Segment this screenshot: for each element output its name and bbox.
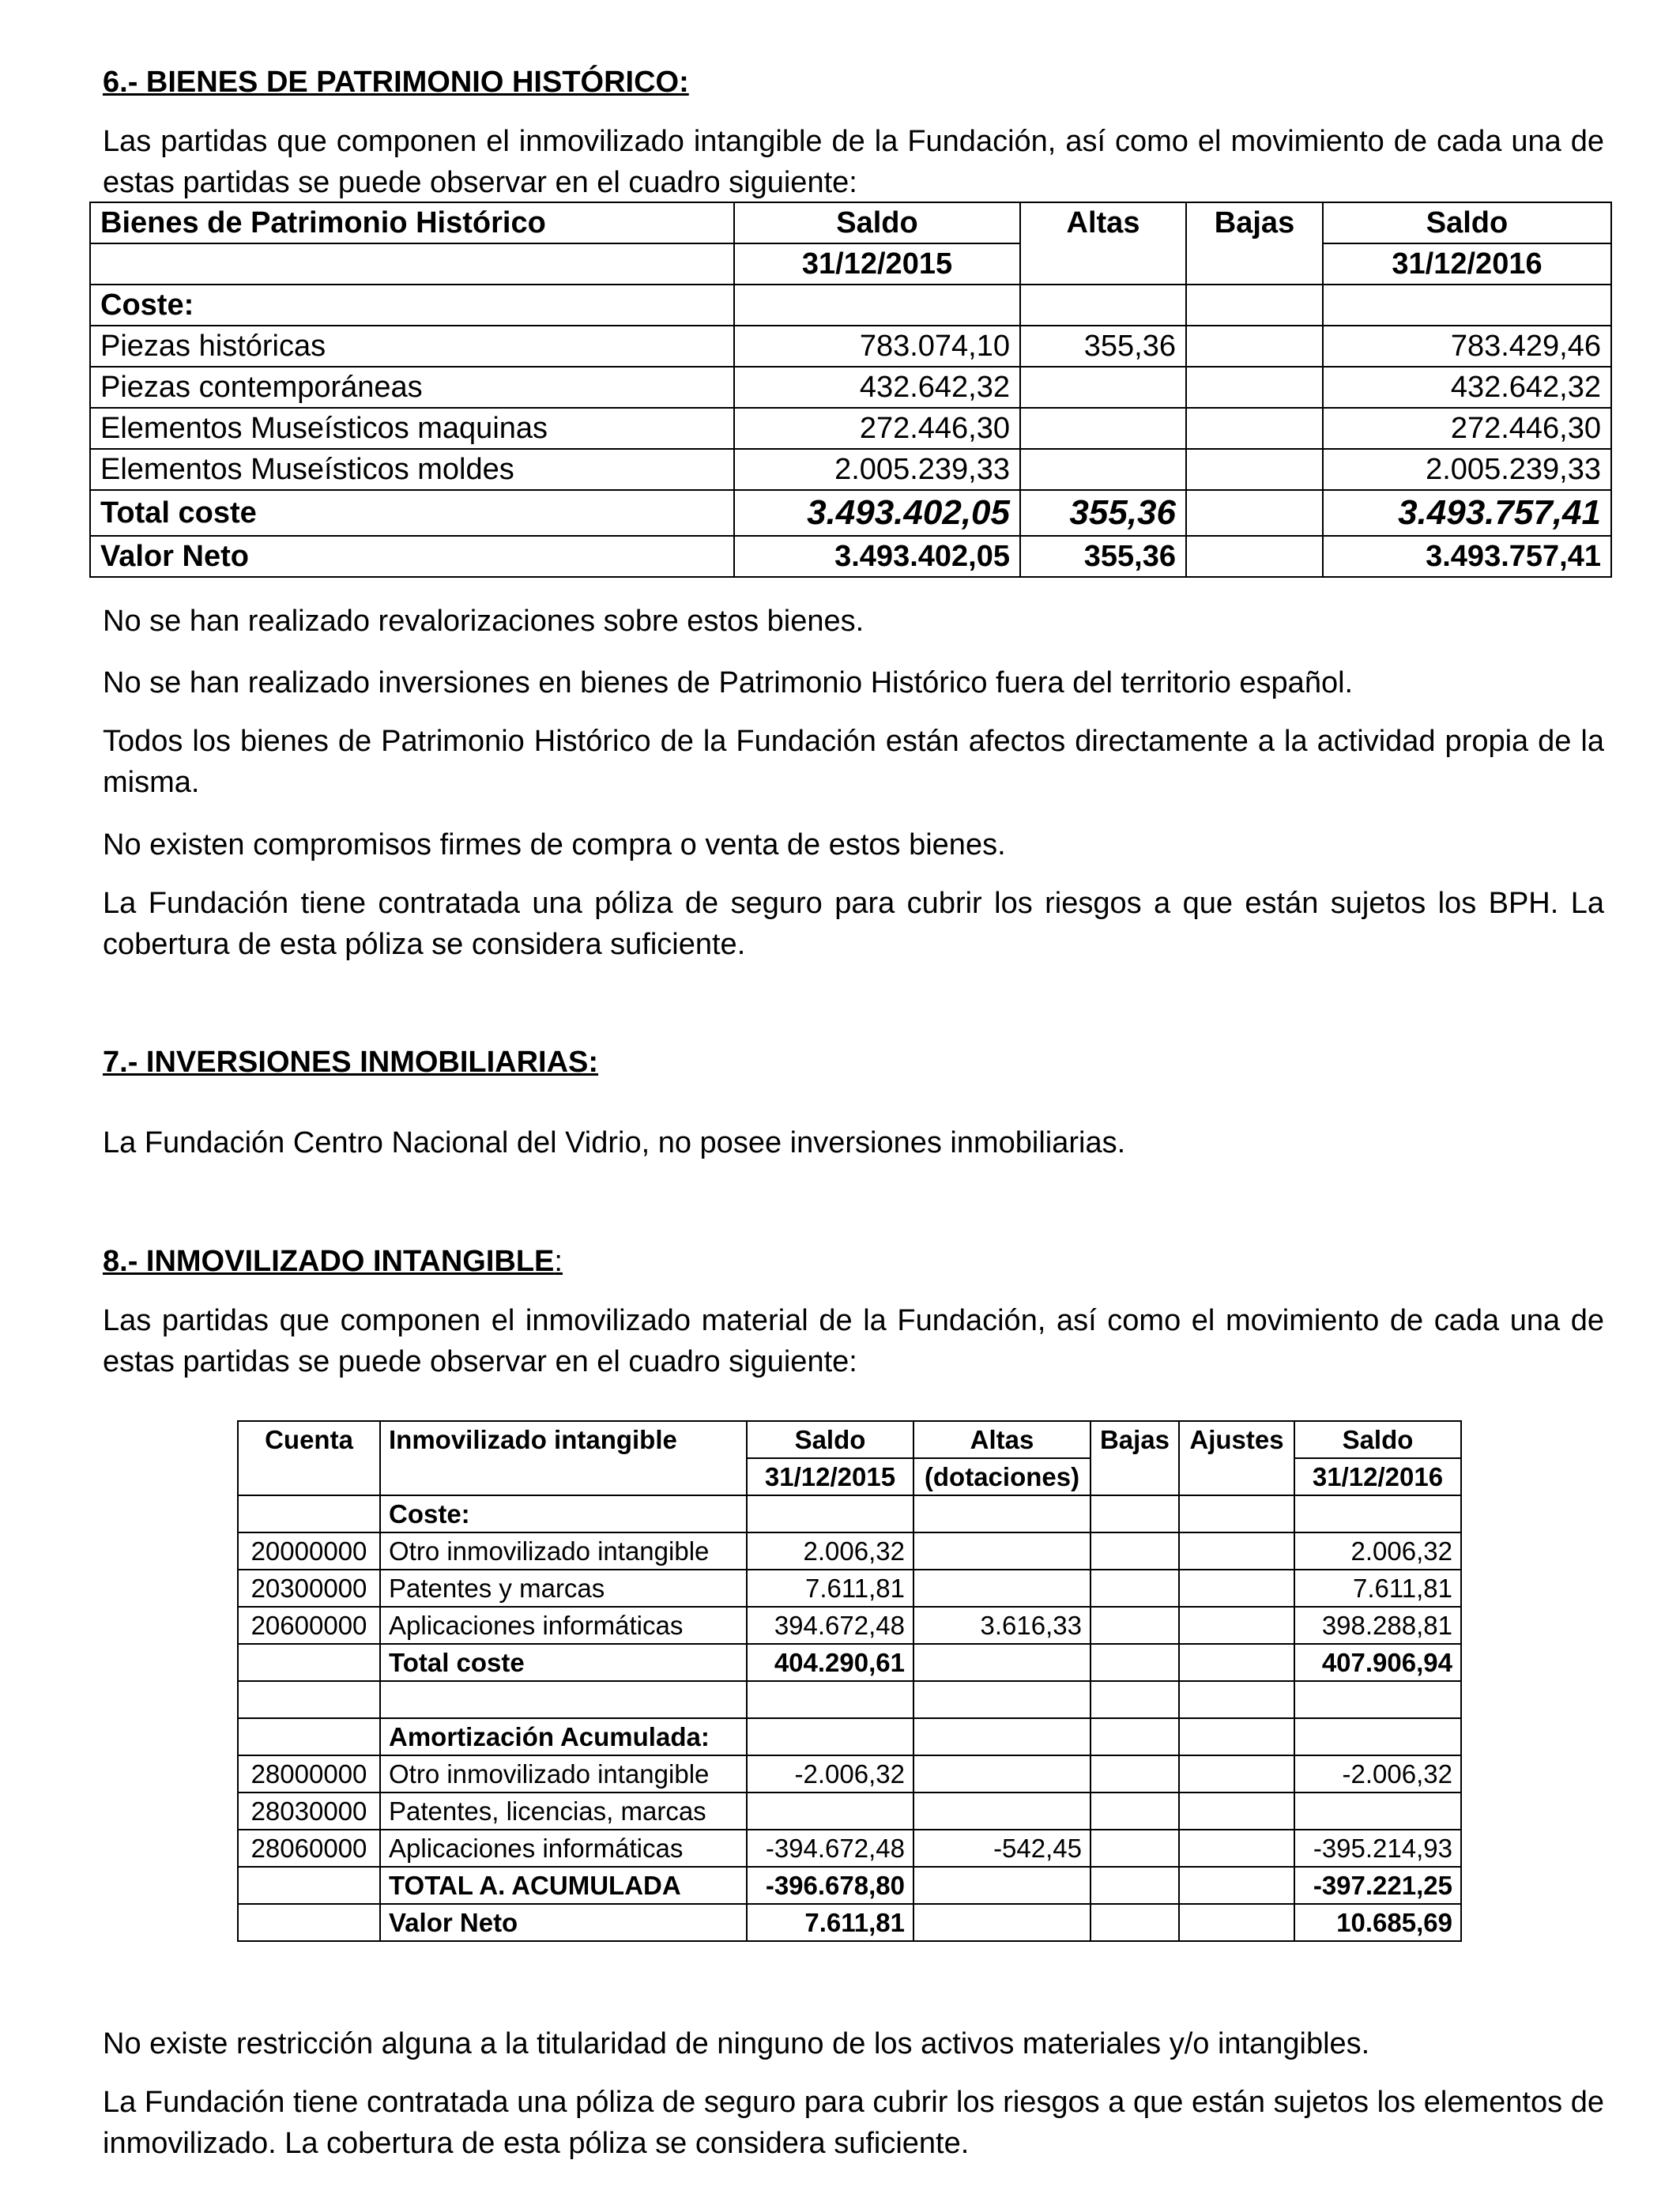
coste-label: Coste: <box>90 285 734 326</box>
header-date-2015: 31/12/2015 <box>747 1458 913 1495</box>
header-altas: Altas <box>1020 202 1186 243</box>
section-6-p5: La Fundación tiene contratada una póliza de seguro para cubrir los riesgos a que están sujetos los BPH. La cobertura de esta póliza se considera suficiente. <box>103 887 1604 961</box>
header-label: Bienes de Patrimonio Histórico <box>90 202 734 243</box>
row-saldo-2016: 7.611,81 <box>1294 1570 1461 1607</box>
table-row <box>238 1830 1461 1867</box>
table-row <box>90 285 1611 326</box>
row-cuenta: 20000000 <box>238 1532 380 1570</box>
section-8 <box>103 1241 1604 1282</box>
row-cuenta: 20300000 <box>238 1570 380 1607</box>
total-saldo-2016: 3.493.757,41 <box>1323 490 1611 536</box>
row-saldo-2016: 783.429,46 <box>1323 326 1611 367</box>
header-bajas: Bajas <box>1090 1421 1179 1458</box>
header-label: Inmovilizado intangible <box>380 1421 747 1458</box>
neto-saldo-2016: 3.493.757,41 <box>1323 536 1611 577</box>
row-cuenta: 28030000 <box>238 1793 380 1830</box>
header-date-2016: 31/12/2016 <box>1323 243 1611 285</box>
row-label: Patentes y marcas <box>380 1570 747 1607</box>
row-saldo-2016: -395.214,93 <box>1294 1830 1461 1867</box>
total-coste-saldo-2015: 404.290,61 <box>747 1644 913 1681</box>
section-6-p3: Todos los bienes de Patrimonio Histórico de la Fundación están afectos directamente a la actividad propia de la misma. <box>103 725 1604 799</box>
neto-row <box>238 1904 1461 1941</box>
row-cuenta: 28060000 <box>238 1830 380 1867</box>
total-amort-label: TOTAL A. ACUMULADA <box>380 1867 747 1904</box>
header-date-2016: 31/12/2016 <box>1294 1458 1461 1495</box>
row-saldo-2016: 2.005.239,33 <box>1323 449 1611 490</box>
section-8-p2: La Fundación tiene contratada una póliza de seguro para cubrir los riesgos a que están sujetos los elementos de inmovilizado. La cobertura de esta póliza se considera suficiente. <box>103 2086 1604 2160</box>
row-saldo-2015: -394.672,48 <box>747 1830 913 1867</box>
row-altas: 355,36 <box>1020 326 1186 367</box>
header-saldo-2016: Saldo <box>1323 202 1611 243</box>
row-altas: 3.616,33 <box>913 1607 1090 1644</box>
header-bajas: Bajas <box>1186 202 1323 243</box>
row-bajas <box>1186 326 1323 367</box>
row-altas <box>1020 367 1186 408</box>
row-bajas <box>1186 408 1323 449</box>
section-6-intro: Las partidas que componen el inmovilizado intangible de la Fundación, así como el movimiento de cada una de estas partidas se puede observar en el cuadro siguiente: <box>103 125 1604 199</box>
table-row <box>238 1607 1461 1644</box>
row-saldo-2015 <box>747 1793 913 1830</box>
total-amort-saldo-2016: -397.221,25 <box>1294 1867 1461 1904</box>
row-label: Otro inmovilizado intangible <box>380 1755 747 1793</box>
row-saldo-2015: 394.672,48 <box>747 1607 913 1644</box>
total-row <box>90 490 1611 536</box>
row-saldo-2015: 783.074,10 <box>734 326 1020 367</box>
table-row <box>238 1532 1461 1570</box>
row-saldo-2015: 2.005.239,33 <box>734 449 1020 490</box>
total-coste-saldo-2016: 407.906,94 <box>1294 1644 1461 1681</box>
row-label: Aplicaciones informáticas <box>380 1607 747 1644</box>
table-row <box>90 326 1611 367</box>
neto-altas: 355,36 <box>1020 536 1186 577</box>
table-row <box>238 1495 1461 1532</box>
row-altas <box>913 1570 1090 1607</box>
table-row <box>90 408 1611 449</box>
header-altas: Altas <box>913 1421 1090 1458</box>
section-6-p2: No se han realizado inversiones en bienes de Patrimonio Histórico fuera del territorio español. <box>103 666 1354 699</box>
total-amort-saldo-2015: -396.678,80 <box>747 1867 913 1904</box>
neto-bajas <box>1186 536 1323 577</box>
row-saldo-2015: 432.642,32 <box>734 367 1020 408</box>
row-label: Patentes, licencias, marcas <box>380 1793 747 1830</box>
section-8-intro: Las partidas que componen el inmovilizado material de la Fundación, así como el movimiento de cada una de estas partidas se puede observar en el cuadro siguiente: <box>103 1304 1604 1378</box>
intangible-table <box>237 1420 1462 1942</box>
neto-label: Valor Neto <box>380 1904 747 1941</box>
table-row <box>238 1718 1461 1755</box>
table-row <box>238 1681 1461 1718</box>
header-saldo-2015: Saldo <box>734 202 1020 243</box>
neto-saldo-2015: 3.493.402,05 <box>734 536 1020 577</box>
header-ajustes: Ajustes <box>1179 1421 1294 1458</box>
neto-row <box>90 536 1611 577</box>
section-7-text: La Fundación Centro Nacional del Vidrio, no posee inversiones inmobiliarias. <box>103 1126 1126 1159</box>
row-bajas <box>1186 367 1323 408</box>
total-bajas <box>1186 490 1323 536</box>
total-coste-row <box>238 1644 1461 1681</box>
row-saldo-2016: 272.446,30 <box>1323 408 1611 449</box>
row-altas: -542,45 <box>913 1830 1090 1867</box>
amort-label: Amortización Acumulada: <box>380 1718 747 1755</box>
total-saldo-2015: 3.493.402,05 <box>734 490 1020 536</box>
coste-label: Coste: <box>380 1495 747 1532</box>
section-7-heading: 7.- INVERSIONES INMOBILIARIAS: <box>103 1046 599 1079</box>
row-altas <box>913 1532 1090 1570</box>
row-label: Aplicaciones informáticas <box>380 1830 747 1867</box>
table-row <box>90 367 1611 408</box>
row-altas <box>913 1793 1090 1830</box>
total-amort-row <box>238 1867 1461 1904</box>
section-6-p4: No existen compromisos firmes de compra o venta de estos bienes. <box>103 828 1006 861</box>
header-date-2015: 31/12/2015 <box>734 243 1020 285</box>
row-label: Otro inmovilizado intangible <box>380 1532 747 1570</box>
total-label: Total coste <box>90 490 734 536</box>
table-row <box>238 1570 1461 1607</box>
row-label: Elementos Museísticos moldes <box>90 449 734 490</box>
row-saldo-2016: 398.288,81 <box>1294 1607 1461 1644</box>
section-6-heading: 6.- BIENES DE PATRIMONIO HISTÓRICO: <box>103 66 689 99</box>
section-6 <box>103 62 1604 103</box>
neto-label: Valor Neto <box>90 536 734 577</box>
row-cuenta: 20600000 <box>238 1607 380 1644</box>
row-altas <box>1020 449 1186 490</box>
neto-saldo-2016: 10.685,69 <box>1294 1904 1461 1941</box>
section-8-p1: No existe restricción alguna a la titularidad de ninguno de los activos materiales y/o intangibles. <box>103 2027 1370 2060</box>
row-label: Elementos Museísticos maquinas <box>90 408 734 449</box>
total-altas: 355,36 <box>1020 490 1186 536</box>
row-saldo-2015: 7.611,81 <box>747 1570 913 1607</box>
neto-saldo-2015: 7.611,81 <box>747 1904 913 1941</box>
header-saldo-2016: Saldo <box>1294 1421 1461 1458</box>
row-altas <box>1020 408 1186 449</box>
row-altas <box>913 1755 1090 1793</box>
total-coste-label: Total coste <box>380 1644 747 1681</box>
header-empty <box>90 243 734 285</box>
table-row <box>90 449 1611 490</box>
header-empty <box>1020 243 1186 285</box>
row-bajas <box>1186 449 1323 490</box>
row-saldo-2016: 2.006,32 <box>1294 1532 1461 1570</box>
row-saldo-2016: -2.006,32 <box>1294 1755 1461 1793</box>
row-saldo-2015: -2.006,32 <box>747 1755 913 1793</box>
header-dotaciones: (dotaciones) <box>913 1458 1090 1495</box>
row-saldo-2015: 272.446,30 <box>734 408 1020 449</box>
row-label: Piezas históricas <box>90 326 734 367</box>
row-saldo-2015: 2.006,32 <box>747 1532 913 1570</box>
header-empty <box>1186 243 1323 285</box>
header-saldo-2015: Saldo <box>747 1421 913 1458</box>
table-row <box>238 1755 1461 1793</box>
row-label: Piezas contemporáneas <box>90 367 734 408</box>
row-saldo-2016: 432.642,32 <box>1323 367 1611 408</box>
section-8-heading: 8.- INMOVILIZADO INTANGIBLE: <box>103 1245 563 1278</box>
section-6-p1: No se han realizado revalorizaciones sobre estos bienes. <box>103 605 864 638</box>
header-cuenta: Cuenta <box>238 1421 380 1458</box>
patrimonio-table <box>89 202 1612 578</box>
section-7 <box>103 1042 1604 1083</box>
row-saldo-2016 <box>1294 1793 1461 1830</box>
table-row <box>238 1793 1461 1830</box>
row-cuenta: 28000000 <box>238 1755 380 1793</box>
